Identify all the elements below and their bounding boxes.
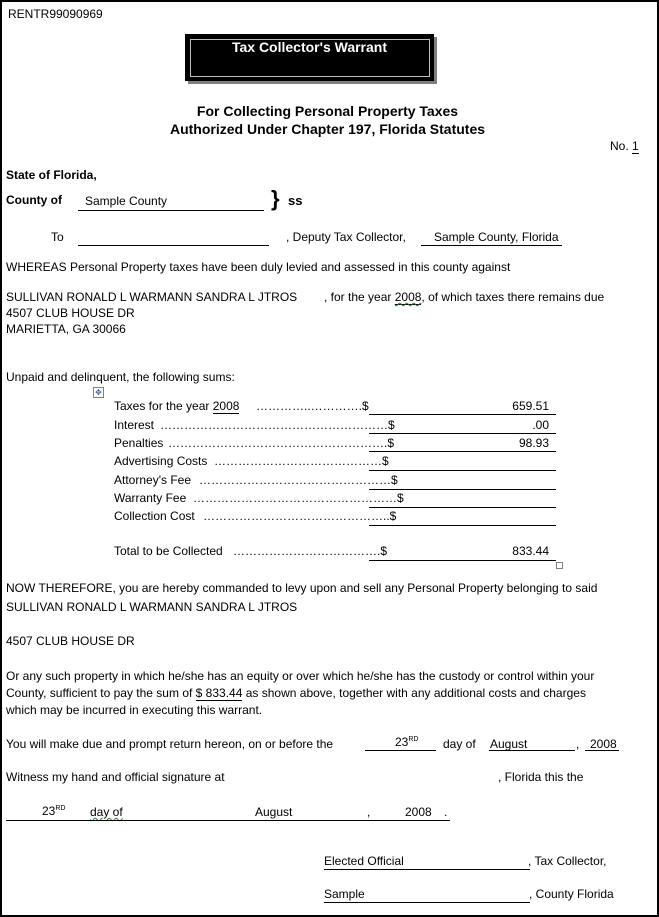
attorney-dots: …………………………………………$ [199,473,398,487]
title-box [185,34,434,81]
total-amount: 833.44 [512,544,549,558]
or-any-amount: $ 833.44 [195,686,243,700]
advertising-label: Advertising Costs [114,454,208,468]
subtitle-line-1: For Collecting Personal Property Taxes [196,103,459,119]
return-day-of: day of [443,737,476,751]
county-value: Sample County [85,194,168,208]
warranty-label: Warranty Fee [114,491,187,505]
return-month: August [490,737,528,751]
elected-official-underline [324,869,530,870]
sig-day-of: day of [90,805,123,819]
or-any-line-1: Or any such property in which he/she has an equity or over which he/she has the custody or control within your [6,669,595,683]
penalties-underline [369,451,556,452]
penalties-label: Penalties [114,436,164,450]
taxes-year: 2008 [212,399,240,413]
county-label: County of [6,193,62,207]
taxes-label: Taxes for the year [114,399,210,413]
address-line-1-2: 4507 CLUB HOUSE DR [6,634,135,648]
address-line-1: 4507 CLUB HOUSE DR [6,306,135,320]
advertising-dots: ……………………………………$ [214,454,389,468]
or-any-2a: County, sufficient to pay the sum of [6,686,193,700]
taxes-dots: …………..………….$ [256,399,369,413]
attorney-underline [369,489,556,490]
penalties-dots: ……………………………………………….$ [168,436,395,450]
sig-date-underline [6,820,450,821]
return-day [395,735,418,749]
year-phrase-end: , of which taxes there remains due [421,290,605,304]
return-day-sup: RD [408,736,419,743]
whereas-text: WHEREAS Personal Property taxes have been duly levied and assessed in this county against [6,260,511,274]
deputy-location: Sample County, Florida [434,230,559,244]
subtitle-line-2: Authorized Under Chapter 197, Florida Statutes [169,121,486,137]
to-label: To [51,230,64,244]
year-phrase-start: , for the year [324,290,392,304]
sig-day-sup: RD [55,805,66,812]
document-id: RENTR99090969 [8,7,103,21]
or-any-line-3: which may be incurred in executing this warrant. [6,703,263,717]
table-resize-handle-icon[interactable] [556,562,563,569]
total-label: Total to be Collected [114,544,223,558]
number-label: No. [610,139,629,153]
number-field [610,139,639,154]
taxes-underline [369,414,556,415]
address-line-2: MARIETTA, GA 30066 [6,322,126,336]
collection-label: Collection Cost [114,509,195,523]
sig-month: August [255,805,293,819]
return-day-underline [365,750,436,751]
total-dots: ……………………………….$ [233,544,388,558]
year-value: 2008 [394,290,422,304]
return-year-underline [585,750,619,751]
sample-label: Sample [324,887,365,901]
florida-this-the: , Florida this the [498,770,584,784]
witness-text: Witness my hand and official signature at [6,770,225,784]
deputy-label: , Deputy Tax Collector, [286,230,406,244]
collection-underline [369,525,556,526]
collection-dots: ………………………………………..$ [203,509,397,523]
total-underline [369,560,556,561]
sig-day [42,804,65,818]
table-move-handle-icon[interactable]: ✥ [93,387,104,398]
return-year: 2008 [590,737,617,751]
interest-underline [369,433,556,434]
sig-period: . [444,805,448,819]
ss-label: ss [288,193,303,208]
warrant-title: Tax Collector's Warrant [190,39,430,77]
sig-year: 2008 [405,805,432,819]
taxpayer-name-2: SULLIVAN RONALD L WARMANN SANDRA L JTROS [6,600,298,614]
warranty-dots: ……………………………………………$ [193,491,404,505]
or-any-2b: as shown above, together with any additional costs and charges [245,686,586,700]
elected-official: Elected Official [324,854,404,868]
county-florida-label: , County Florida [529,887,614,901]
to-underline [78,245,269,246]
tax-collector-label: , Tax Collector, [528,854,607,868]
return-text: You will make due and prompt return hereon, on or before the [6,737,334,751]
sample-underline [324,902,530,903]
taxes-row [114,399,239,414]
return-day-value: 23 [395,735,409,749]
return-month-underline [489,750,575,751]
interest-amount: .00 [532,418,549,432]
penalties-amount: 98.93 [518,436,549,450]
return-comma: , [576,737,580,751]
unpaid-text: Unpaid and delinquent, the following sums: [6,370,235,384]
county-underline [78,210,264,211]
interest-dots: …………………………………………………$ [160,418,395,432]
or-any-line-2 [6,686,586,701]
state-label: State of Florida, [6,168,97,182]
attorney-label: Attorney's Fee [114,473,191,487]
taxes-amount: 659.51 [512,399,549,413]
taxpayer-name: SULLIVAN RONALD L WARMANN SANDRA L JTROS [6,290,298,304]
deputy-underline [421,245,562,246]
year-phrase [324,290,604,305]
warranty-underline [369,507,556,508]
sig-comma: , [367,805,371,819]
advertising-underline [369,470,556,471]
now-therefore-text: NOW THEREFORE, you are hereby commanded to levy upon and sell any Personal Property belonging to said [6,581,598,595]
sig-day-value: 23 [42,804,56,818]
interest-label: Interest [114,418,155,432]
ss-brace: } [271,186,280,211]
number-value: 1 [632,139,639,153]
